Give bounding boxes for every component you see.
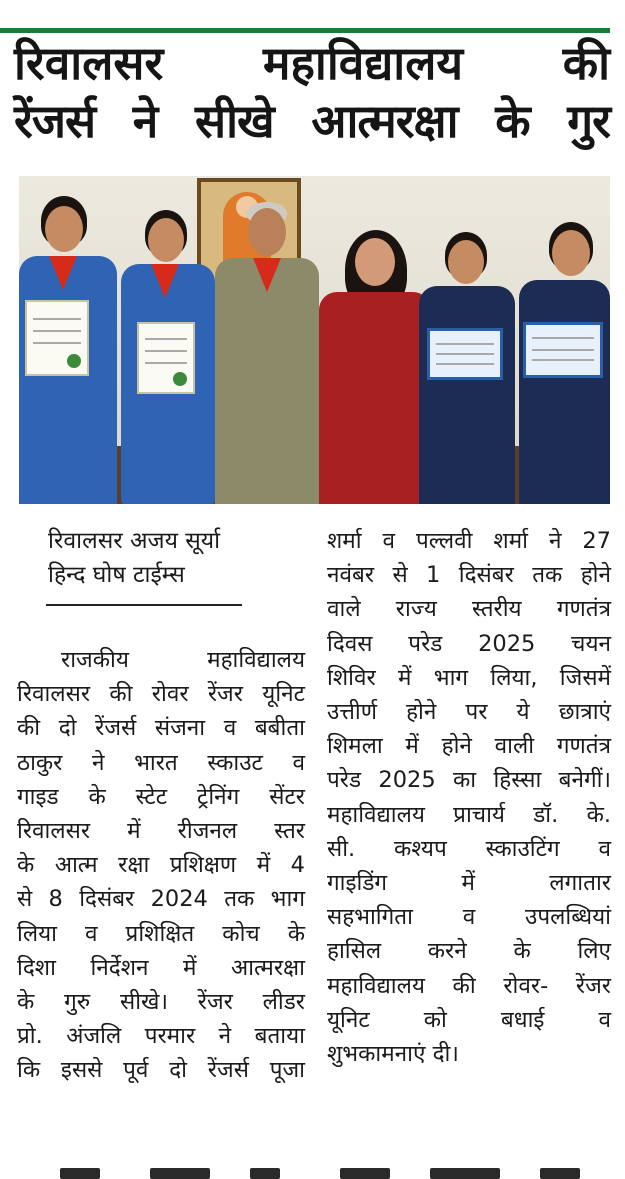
text-line: की दो रेंजर्स संजना व बबीता <box>17 715 305 742</box>
text-line: लिया व प्रशिक्षित कोच के <box>17 920 305 947</box>
text-line: शिमला में होने वाली गणतंत्र <box>327 733 611 760</box>
text-line: शिविर में भाग लिया, जिसमें <box>327 664 611 691</box>
text-line: राजकीय महाविद्यालय <box>61 647 305 673</box>
text-line: रिवालसर में रीजनल स्तर <box>17 818 305 845</box>
text-line: सहभागिता व उपलब्धियां <box>327 904 611 931</box>
cropped-text-strip <box>0 1166 625 1179</box>
text-line: गाइड के स्टेट ट्रेनिंग सेंटर <box>17 783 305 810</box>
text-line: महाविद्यालय की रोवर- रेंजर <box>327 972 611 999</box>
text-line: नवंबर से 1 दिसंबर तक होने <box>327 562 611 589</box>
article-column-right <box>327 524 611 1071</box>
text-line: यूनिट को बधाई व <box>327 1006 611 1033</box>
text-line: गाइडिंग में लगातार <box>327 870 611 897</box>
text-line: दिशा निर्देशन में आत्मरक्षा <box>17 954 305 981</box>
text-line: के आत्म रक्षा प्रशिक्षण में 4 <box>17 852 305 879</box>
text-line: हासिल करने के लिए <box>327 938 611 965</box>
headline <box>14 34 610 150</box>
news-photo <box>19 176 610 504</box>
text-line: उत्तीर्ण होने पर ये छात्राएं <box>327 699 611 726</box>
headline-line-2: रेंजर्स ने सीखे आत्मरक्षा के गुर <box>14 94 610 148</box>
text-line: से 8 दिसंबर 2024 तक भाग <box>17 886 305 913</box>
text-line: रिवालसर की रोवर रेंजर यूनिट <box>17 681 305 708</box>
text-line: शुभकामनाएं दी। <box>327 1041 459 1068</box>
top-rule <box>0 28 610 33</box>
certificate <box>137 322 195 394</box>
text-line: ठाकुर ने भारत स्काउट व <box>17 749 305 776</box>
certificate <box>25 300 89 376</box>
text-line: परेड 2025 का हिस्सा बनेगीं। <box>327 767 611 794</box>
text-line: कि इससे पूर्व दो रेंजर्स पूजा <box>17 1057 305 1084</box>
text-line: प्रो. अंजलि परमार ने बताया <box>17 1023 305 1050</box>
text-line: दिवस परेड 2025 चयन <box>327 630 611 657</box>
article-column-left <box>17 643 305 1088</box>
byline-publication: हिन्द घोष टाईम्स <box>48 562 185 588</box>
text-line: के गुरु सीखे। रेंजर लीडर <box>17 989 305 1016</box>
byline-place-author: रिवालसर अजय सूर्या <box>48 528 221 554</box>
certificate <box>427 328 503 380</box>
text-line: वाले राज्य स्तरीय गणतंत्र <box>327 596 611 623</box>
byline-rule <box>46 604 242 606</box>
certificate <box>523 322 603 378</box>
text-line: सी. कश्यप स्काउटिंग व <box>327 835 611 862</box>
text-line: शर्मा व पल्लवी शर्मा ने 27 <box>327 528 611 554</box>
text-line: महाविद्यालय प्राचार्य डॉ. के. <box>327 801 611 828</box>
headline-line-1: रिवालसर महाविद्यालय की <box>14 36 610 90</box>
byline <box>48 524 288 592</box>
